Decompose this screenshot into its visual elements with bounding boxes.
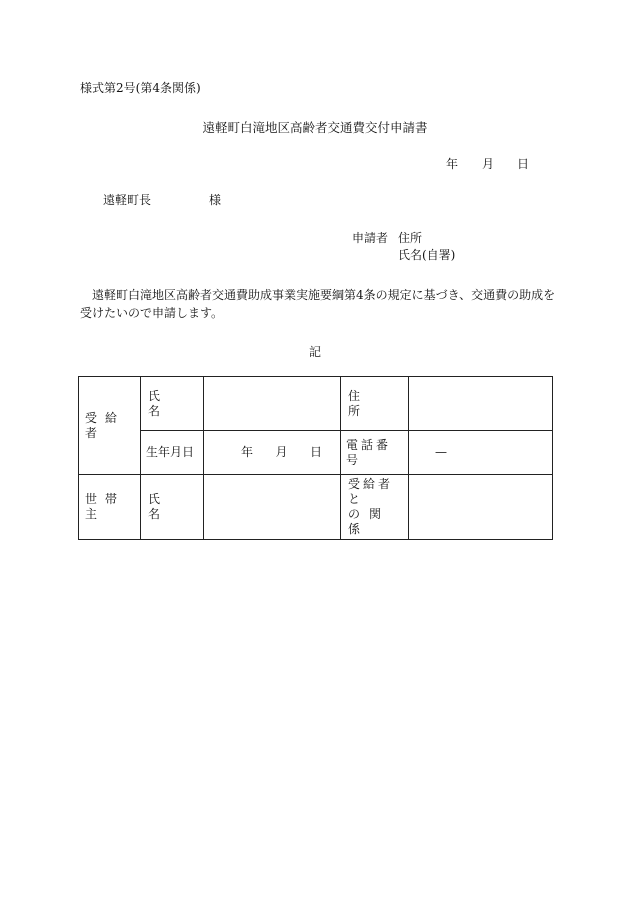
date-day-label: 日 [517, 157, 530, 171]
form-title: 遠軽町白滝地区高齢者交通費交付申請書 [202, 120, 428, 135]
birth-year-label: 年 [241, 445, 254, 459]
recipient-name-input[interactable] [204, 377, 341, 431]
applicant-address-label: 住所 [398, 231, 423, 245]
name-label-cell [141, 377, 204, 431]
address-label: 住所 [348, 388, 385, 418]
recipient-label: 受給者 [85, 410, 126, 440]
birthdate-label: 生年月日 [146, 445, 195, 459]
form-number: 様式第2号(第4条関係) [80, 81, 201, 95]
date-year-label: 年 [446, 157, 459, 171]
relation-input[interactable] [409, 475, 553, 540]
birthdate-input[interactable] [204, 431, 341, 475]
phone-label-cell [341, 431, 409, 475]
relation-label-line2: の関係 [348, 507, 391, 536]
recipient-address-input[interactable] [409, 377, 553, 431]
addressee: 遠軽町長 [103, 193, 152, 207]
household-name-label-cell [141, 475, 204, 540]
application-table [78, 376, 553, 540]
name-label: 氏名 [148, 388, 185, 418]
birth-day-label: 日 [309, 445, 322, 459]
body-text: 遠軽町白滝地区高齢者交通費助成事業実施要綱第4条の規定に基づき、交通費の助成を受けたいので申請します。 [80, 288, 556, 320]
date-month-label: 月 [482, 157, 495, 171]
relation-label-line1: 受給者と [348, 477, 394, 506]
household-head-name-input[interactable] [204, 475, 341, 540]
household-name-label: 氏名 [148, 492, 185, 521]
applicant-label: 申請者 [352, 231, 389, 245]
relation-label-cell [341, 475, 409, 540]
phone-separator: — [435, 445, 447, 459]
ki-heading: 記 [308, 345, 321, 359]
recipient-header [79, 377, 141, 475]
honorific: 様 [209, 193, 222, 207]
birthdate-label-cell [141, 431, 204, 475]
household-head-label: 世帯主 [85, 492, 126, 521]
birth-month-label: 月 [275, 445, 288, 459]
phone-input[interactable] [409, 431, 553, 475]
household-head-header [79, 475, 141, 540]
applicant-name-label: 氏名(自署) [398, 248, 456, 262]
phone-label: 電話番号 [346, 437, 392, 467]
address-label-cell [341, 377, 409, 431]
